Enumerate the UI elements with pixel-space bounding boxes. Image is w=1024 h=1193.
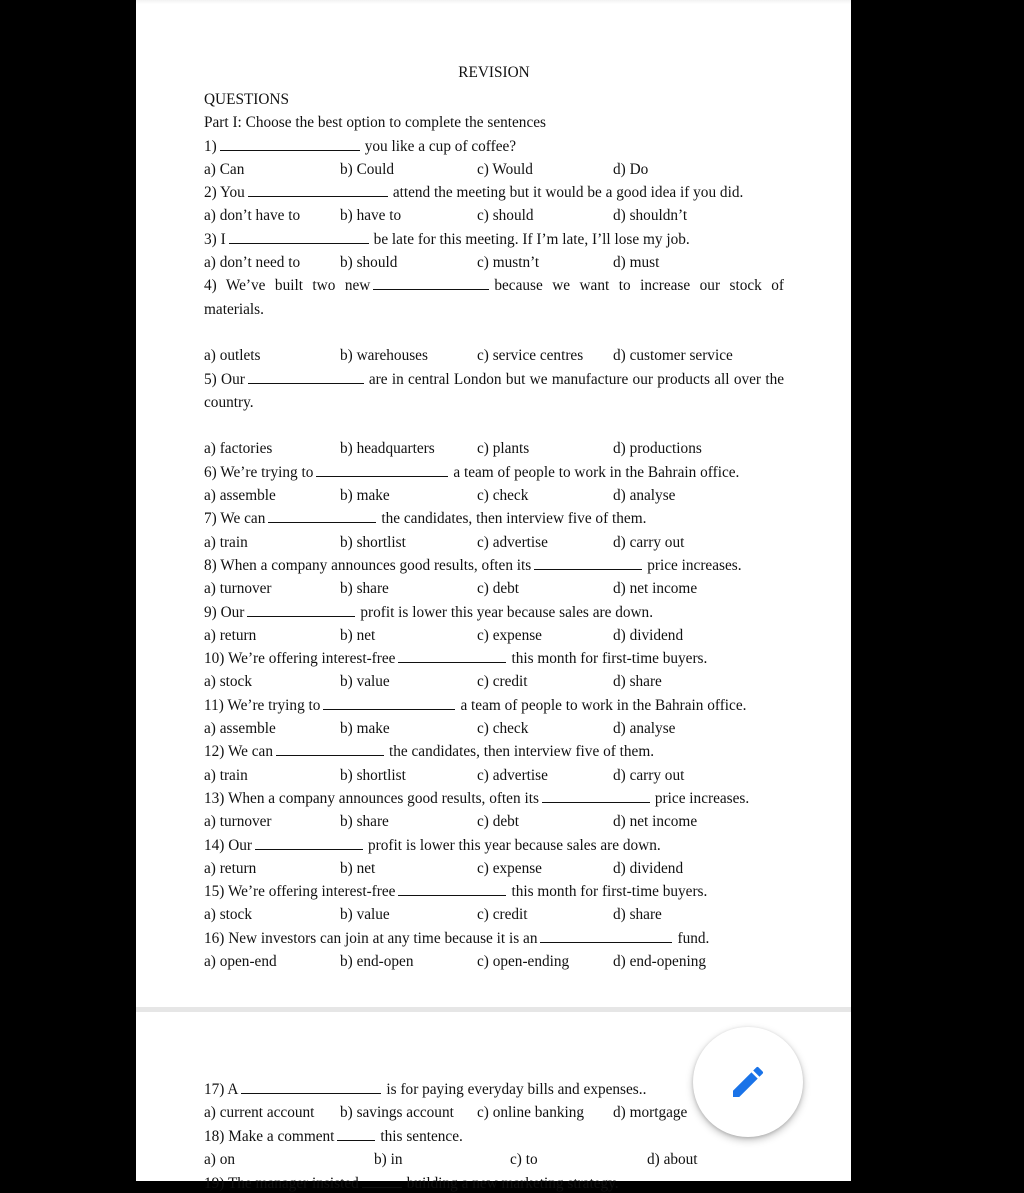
question-text: 12) We can [204,743,273,761]
question-text-continued: a team of people to work in the Bahrain office. [453,463,740,481]
option-d: d) share [613,906,662,924]
option-c: c) service centres [477,347,584,365]
answer-blank [373,274,489,290]
options-row [204,670,784,693]
option-d: d) shouldn’t [613,207,688,225]
option-a: a) turnover [204,813,272,831]
option-d: d) analyse [613,487,676,505]
answer-blank [540,927,672,943]
option-b: b) net [340,859,376,877]
question-text: 8) When a company announces good results, often its [204,556,532,574]
options-row [204,531,784,554]
question-text: 17) A [204,1081,239,1098]
answer-blank [534,554,642,570]
question-5 [204,368,784,438]
question-text-continued: this month for first-time buyers. [511,650,708,668]
answer-blank [542,787,650,803]
option-a: a) factories [204,440,273,458]
options-row [204,344,784,367]
question-text-continued: are in central London but we manufacture our products all over the country. [204,370,785,411]
option-c: c) advertise [477,533,548,551]
question-text-continued: profit is lower this year because sales are down. [360,603,654,621]
option-b: b) in [374,1150,403,1168]
answer-blank [337,1125,375,1141]
question-text-continued: you like a cup of coffee? [364,137,517,155]
option-a: a) return [204,626,257,644]
cut-line-pre: 19) The manager insisted [204,1175,359,1192]
edit-fab-button[interactable] [693,1027,803,1137]
option-c: c) check [477,487,529,505]
question-text: 1) [204,137,217,155]
option-b: b) net [340,626,376,644]
option-d: d) net income [613,580,698,598]
option-c: c) expense [477,626,542,644]
question-11 [204,694,784,717]
question-text: 10) We’re offering interest-free [204,650,396,668]
option-a: a) stock [204,906,252,924]
options-row [204,950,784,973]
option-a: a) train [204,533,248,551]
option-d: d) analyse [613,720,676,738]
question-text-continued: price increases. [654,789,750,807]
option-d: d) mortgage [613,1104,688,1122]
question-13 [204,787,784,810]
option-b: b) headquarters [340,440,435,458]
question-text-continued: this sentence. [380,1127,463,1145]
option-b: b) share [340,580,389,598]
option-a: a) on [204,1150,236,1168]
options-row [204,251,784,274]
option-c: c) debt [477,580,520,598]
answer-blank [268,507,376,523]
option-b: b) shortlist [340,533,406,551]
question-6 [204,461,784,484]
pencil-icon [728,1062,768,1102]
option-d: d) dividend [613,859,684,877]
question-text: 14) Our [204,836,253,854]
option-c: c) open-ending [477,952,570,970]
questions-heading: QUESTIONS [204,91,289,108]
option-a: a) outlets [204,347,261,365]
option-b: b) value [340,906,390,924]
question-9 [204,601,784,624]
document-page-1 [136,0,851,1007]
cut-line-post: building a new marketing strategy. [406,1175,619,1192]
option-b: b) end-open [340,952,414,970]
question-16 [204,927,784,950]
option-d: d) carry out [613,533,685,551]
options-row [204,1148,784,1171]
option-b: b) share [340,813,389,831]
options-row [204,204,784,227]
option-b: b) value [340,673,390,691]
option-d: d) Do [613,160,649,178]
option-b: b) have to [340,207,402,225]
answer-blank [362,1172,402,1188]
answer-blank [398,647,506,663]
option-d: d) carry out [613,766,685,784]
option-a: a) current account [204,1104,315,1122]
question-19-cut-off [204,1172,619,1193]
option-d: d) about [647,1150,698,1168]
options-row [204,810,784,833]
question-18 [204,1125,784,1148]
options-row [204,484,784,507]
option-d: d) end-opening [613,952,707,970]
option-d: d) must [613,254,660,272]
question-text: 16) New investors can join at any time because it is an [204,929,538,947]
options-row [204,857,784,880]
options-row [204,764,784,787]
question-text-continued: profit is lower this year because sales are down. [368,836,661,854]
option-c: c) expense [477,859,542,877]
question-text: 15) We’re offering interest-free [204,883,396,901]
question-3 [204,228,784,251]
option-a: a) assemble [204,720,276,738]
question-list [204,135,784,974]
answer-blank [323,694,455,710]
option-a: a) Can [204,160,245,178]
question-text: 18) Make a comment [204,1127,335,1145]
question-text: 13) When a company announces good results, often its [204,789,539,807]
option-d: d) share [613,673,662,691]
options-row [204,717,784,740]
question-text-continued: fund. [677,929,710,947]
question-text-continued: the candidates, then interview five of them. [389,743,655,761]
option-b: b) make [340,487,390,505]
document-title: REVISION [458,64,530,81]
question-text-continued: is for paying everyday bills and expenses.. [386,1081,647,1098]
answer-blank [241,1078,381,1094]
option-a: a) return [204,859,257,877]
option-c: c) online banking [477,1104,585,1122]
option-a: a) don’t have to [204,207,301,225]
option-b: b) Could [340,160,394,178]
answer-blank [248,181,388,197]
option-b: b) savings account [340,1104,454,1122]
option-b: b) should [340,254,398,272]
question-text-continued: attend the meeting but it would be a good idea if you did. [392,184,744,202]
question-text: 5) Our [204,370,245,388]
options-row [204,624,784,647]
question-text: 11) We’re trying to [204,696,321,714]
question-text: 7) We can [204,510,266,528]
option-c: c) advertise [477,766,548,784]
option-c: c) credit [477,906,528,924]
question-text-continued: price increases. [647,556,742,574]
question-text: 6) We’re trying to [204,463,314,481]
answer-blank [316,461,448,477]
option-d: d) net income [613,813,698,831]
answer-blank [398,880,506,896]
question-text-continued: be late for this meeting. If I’m late, I’ll lose my job. [373,230,690,248]
options-row [204,437,784,460]
question-12 [204,740,784,763]
option-d: d) dividend [613,626,684,644]
question-15 [204,880,784,903]
question-text-continued: because we want to increase our stock of materials. [204,277,784,318]
question-1 [204,135,784,158]
options-row [204,158,784,181]
page-top-shadow [136,0,851,4]
answer-blank [220,135,360,151]
options-row [204,577,784,600]
option-a: a) don’t need to [204,254,301,272]
option-a: a) assemble [204,487,276,505]
question-14 [204,834,784,857]
option-c: c) should [477,207,534,225]
option-c: c) check [477,720,529,738]
answer-blank [248,368,364,384]
answer-blank [247,601,355,617]
page-1-content [204,62,784,973]
question-10 [204,647,784,670]
option-c: c) to [510,1150,538,1168]
option-a: a) turnover [204,580,272,598]
question-text: 2) You [204,184,245,202]
answer-blank [255,834,363,850]
option-a: a) train [204,766,248,784]
question-text: 3) I [204,230,226,248]
option-c: c) Would [477,160,533,178]
question-text: 4) We’ve built two new [204,277,371,295]
question-7 [204,507,784,530]
option-c: c) mustn’t [477,254,540,272]
option-b: b) warehouses [340,347,428,365]
option-d: d) customer service [613,347,733,365]
question-text: 9) Our [204,603,245,621]
question-text-continued: a team of people to work in the Bahrain office. [460,696,747,714]
option-a: a) open-end [204,952,277,970]
answer-blank [276,740,384,756]
option-c: c) credit [477,673,528,691]
question-8 [204,554,784,577]
part-instructions: Part I: Choose the best option to complete the sentences [204,114,546,132]
question-2 [204,181,784,204]
option-b: b) shortlist [340,766,406,784]
option-c: c) debt [477,813,520,831]
options-row [204,903,784,926]
option-c: c) plants [477,440,530,458]
option-b: b) make [340,720,390,738]
question-text-continued: this month for first-time buyers. [511,883,708,901]
question-text-continued: the candidates, then interview five of them. [381,510,647,528]
option-d: d) productions [613,440,702,458]
option-a: a) stock [204,673,252,691]
question-4 [204,274,784,344]
answer-blank [229,228,369,244]
